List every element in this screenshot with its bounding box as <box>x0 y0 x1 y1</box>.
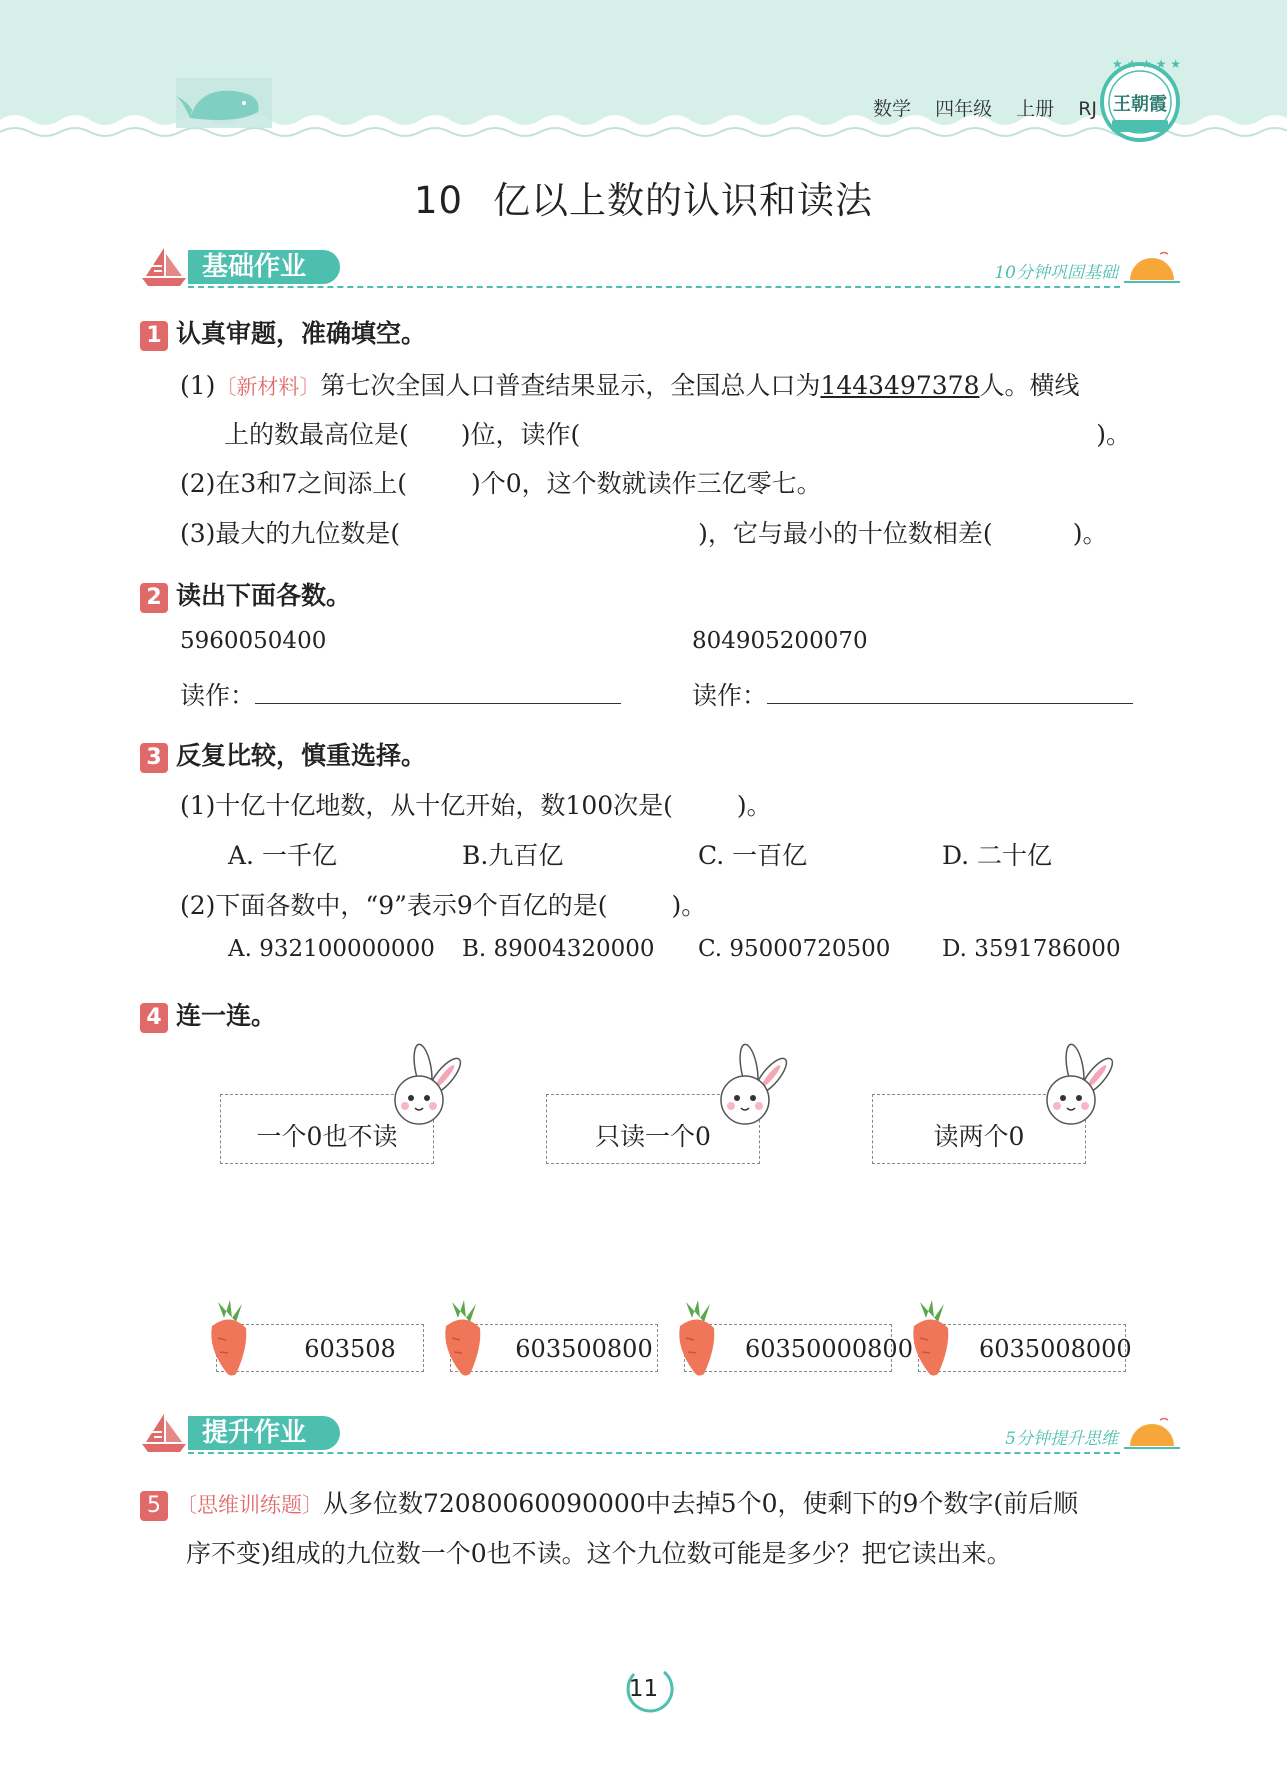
q1-part2 <box>180 464 822 500</box>
q3-p1-option-c[interactable]: C. 一百亿 <box>698 841 808 870</box>
q1-p1-text3: )位，读作( <box>460 420 581 449</box>
logo-text: 王朝霞 <box>1113 94 1167 115</box>
sunrise-icon <box>1124 250 1180 286</box>
q1-p3-text3: )。 <box>1072 519 1108 548</box>
page-title <box>0 170 1287 224</box>
section-banner-advanced <box>140 1412 1180 1456</box>
q3-p2-text2: )。 <box>671 891 707 920</box>
q3-p2-option-c[interactable]: C. 95000720500 <box>698 936 891 962</box>
q3-p2-option-a[interactable]: A. 932100000000 <box>228 936 435 962</box>
answer-line[interactable] <box>255 683 621 704</box>
carrot-icon <box>200 1298 260 1378</box>
question-1-heading <box>140 314 426 351</box>
banner-divider <box>188 1452 1120 1454</box>
question-3-heading <box>140 736 426 773</box>
header-grade: 四年级 <box>935 98 993 120</box>
header-edition: RJ <box>1078 98 1097 120</box>
match-number: 603500800 <box>515 1335 653 1363</box>
question-2-heading <box>140 576 351 613</box>
q2-read-1 <box>180 676 621 712</box>
q3-part1 <box>180 786 772 822</box>
q1-p2-text2: )个0，这个数就读作三亿零七。 <box>470 469 822 498</box>
population-number: 1443497378 <box>820 371 980 400</box>
q3-p2-text: (2)下面各数中，“9”表示9个百亿的是( <box>180 891 608 920</box>
match-number: 60350000800 <box>745 1335 913 1363</box>
carrot-icon <box>902 1298 962 1378</box>
question-4-heading <box>140 996 276 1033</box>
header-band <box>0 0 1287 150</box>
read-label: 读作： <box>692 681 768 710</box>
q3-p2-option-d[interactable]: D. 3591786000 <box>942 936 1121 962</box>
q1-p1-label: (1) <box>180 371 216 400</box>
question-title: 反复比较，慎重选择。 <box>176 741 427 770</box>
match-number: 6035008000 <box>979 1335 1132 1363</box>
title-number: 10 <box>413 179 464 222</box>
thinking-training-tag: 〔思维训练题〕 <box>176 1493 323 1517</box>
question-number: 2 <box>140 583 168 613</box>
question-number: 5 <box>140 1491 168 1521</box>
question-title: 连一连。 <box>176 1001 277 1030</box>
q1-part3 <box>180 514 1107 550</box>
read-label: 读作： <box>180 681 256 710</box>
q3-part2 <box>180 886 706 922</box>
q1-part1-line1 <box>180 366 1080 402</box>
question-title: 认真审题，准确填空。 <box>176 319 427 348</box>
q1-p3-text: (3)最大的九位数是( <box>180 519 401 548</box>
question-title: 读出下面各数。 <box>176 581 352 610</box>
whale-icon <box>176 78 272 128</box>
rabbit-icon <box>375 1040 465 1130</box>
question-number: 1 <box>140 321 168 351</box>
match-number: 603508 <box>304 1335 396 1363</box>
q1-p1-text-end: 人。横线 <box>979 371 1080 400</box>
banner-tag-advanced: 5分钟提升思维 <box>1005 1429 1118 1449</box>
new-material-tag: 〔新材料〕 <box>215 375 321 399</box>
sunrise-icon <box>1124 1416 1180 1452</box>
banner-label-advanced: 提升作业 <box>188 1416 340 1450</box>
banner-tag-basic: 10分钟巩固基础 <box>994 263 1118 283</box>
sailboat-icon <box>140 1412 188 1456</box>
banner-divider <box>188 286 1120 288</box>
sailboat-icon <box>140 246 188 290</box>
q1-p3-text2: )，它与最小的十位数相差( <box>698 519 993 548</box>
q2-number-2: 804905200070 <box>692 628 868 654</box>
carrot-icon <box>668 1298 728 1378</box>
q5-text-1: 从多位数72080060090000中去掉5个0，使剩下的9个数字(前后顺 <box>323 1489 1079 1518</box>
q3-p1-option-b[interactable]: B.九百亿 <box>462 841 564 870</box>
match-box-label: 一个0也不读 <box>256 1122 398 1151</box>
page-number <box>0 1676 1287 1702</box>
carrot-icon <box>434 1298 494 1378</box>
question-5-line2: 序不变)组成的九位数一个0也不读。这个九位数可能是多少？把它读出来。 <box>186 1539 1012 1568</box>
q3-p1-text2: )。 <box>736 791 772 820</box>
section-banner-basic <box>140 246 1180 290</box>
page-number-text: 11 <box>628 1676 659 1702</box>
rabbit-icon <box>701 1040 791 1130</box>
q1-p1-text4: )。 <box>1096 420 1132 449</box>
q3-p1-option-d[interactable]: D. 二十亿 <box>942 841 1053 870</box>
answer-line[interactable] <box>767 683 1133 704</box>
question-number: 4 <box>140 1003 168 1033</box>
svg-text:★ ★ ★ ★ ★: ★ ★ ★ ★ ★ <box>1112 58 1182 71</box>
q1-p1-text2: 上的数最高位是( <box>224 420 409 449</box>
q2-read-2 <box>692 676 1133 712</box>
q2-number-1: 5960050400 <box>180 628 327 654</box>
header-meta <box>855 94 1097 121</box>
q3-p1-option-a[interactable]: A. 一千亿 <box>228 841 337 870</box>
q1-part1-line2 <box>224 415 1131 451</box>
question-number: 3 <box>140 743 168 773</box>
match-box-label: 读两个0 <box>933 1122 1025 1151</box>
brand-logo <box>1098 58 1182 142</box>
rabbit-icon <box>1027 1040 1117 1130</box>
title-text: 亿以上数的认识和读法 <box>493 179 874 222</box>
q3-p1-text: (1)十亿十亿地数，从十亿开始，数100次是( <box>180 791 673 820</box>
question-5-line1 <box>140 1484 1078 1521</box>
banner-label-basic: 基础作业 <box>188 250 340 284</box>
header-subject: 数学 <box>873 98 912 120</box>
header-volume: 上册 <box>1016 98 1055 120</box>
q3-p2-option-b[interactable]: B. 89004320000 <box>462 936 655 962</box>
match-box-label: 只读一个0 <box>595 1122 711 1151</box>
q1-p1-text: 第七次全国人口普查结果显示，全国总人口为 <box>320 371 821 400</box>
q1-p2-text: (2)在3和7之间添上( <box>180 469 407 498</box>
